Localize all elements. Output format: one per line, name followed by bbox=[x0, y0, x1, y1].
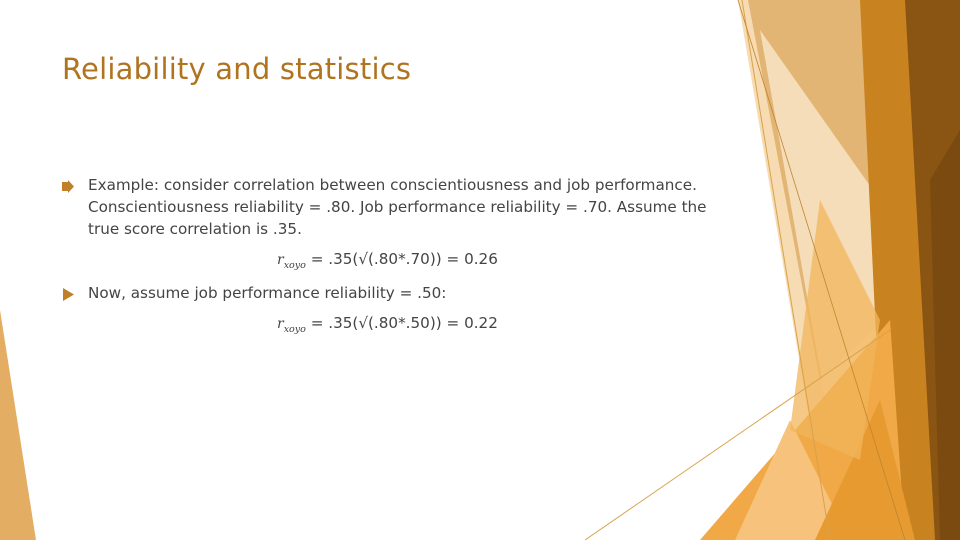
bullet-text-now: Now, assume job performance reliability = .50: bbox=[88, 284, 447, 302]
formula-subscript: xoyo bbox=[283, 260, 306, 271]
left-edge-shape bbox=[0, 310, 36, 540]
triangle-bullet-icon bbox=[62, 288, 74, 301]
formula-subscript: xoyo bbox=[283, 324, 306, 335]
formula-symbol: r bbox=[277, 252, 284, 268]
formula-symbol: r bbox=[277, 316, 284, 332]
formula-first bbox=[277, 250, 498, 271]
bullet-text-example: Example: consider correlation between conscientiousness and job performance. Conscientiousness reliability = .80. Job performance reliability = .70. Assume the true score correlation is .35. bbox=[88, 176, 707, 238]
formula-expression: = .35(√(.80*.70)) = 0.26 bbox=[310, 250, 498, 268]
formula-expression: = .35(√(.80*.50)) = 0.22 bbox=[310, 314, 498, 332]
formula-second bbox=[277, 314, 498, 335]
slide-title: Reliability and statistics bbox=[62, 52, 412, 86]
arrow-bullet-icon bbox=[62, 180, 74, 193]
